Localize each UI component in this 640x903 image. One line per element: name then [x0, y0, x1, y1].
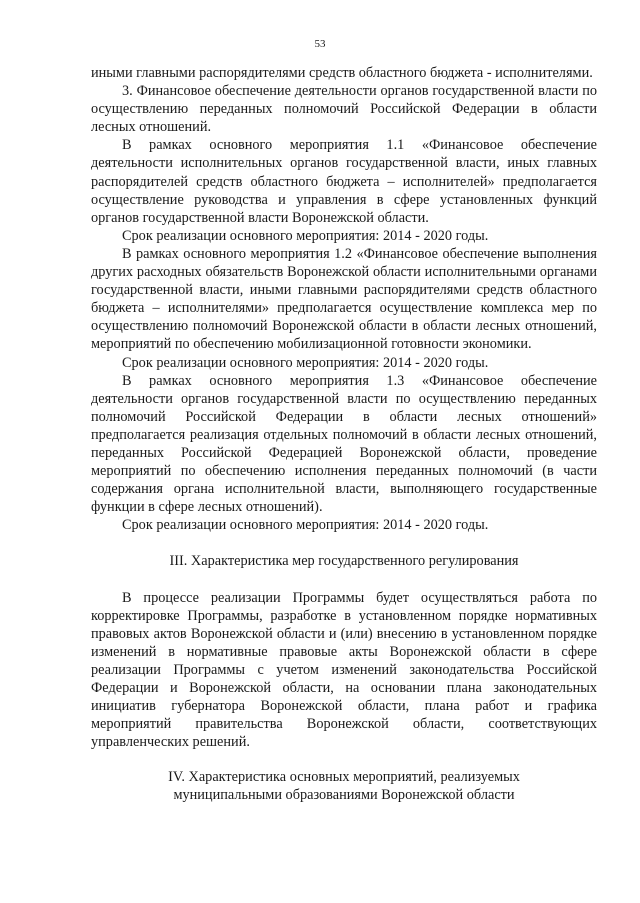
section-3-heading: III. Характеристика мер государственного регулирования [169, 553, 519, 570]
paragraph-item-3: 3. Финансовое обеспечение деятельности органов государственной власти по осуществлению переданных полномочий Российской Федерации в области лесных отношений. [91, 83, 597, 136]
document-body [91, 64, 597, 805]
spacer [91, 534, 597, 552]
section-3-paragraph: В процессе реализации Программы будет осуществляться работа по корректировке Программы, разработке в установленном порядке нормативных правовых актов Воронежской области и (или) внесению в установленном порядке изменений в нормативные правовые акты Воронежской области в сфере реализации Программы с учетом изменений законодательства Российской Федерации и Воронежской области, на основании плана законодательных инициатив губернатора Воронежской области, плана работ и графика мероприятий правительства Воронежской области, соответствующих управленческих решений. [91, 589, 597, 751]
spacer [91, 751, 597, 768]
paragraph-term-1-1: Срок реализации основного мероприятия: 2014 - 2020 годы. [122, 227, 489, 244]
paragraph-measure-1-1: В рамках основного мероприятия 1.1 «Финансовое обеспечение деятельности исполнительных органов государственной власти, иных главных распорядителей средств областного бюджета – исполнителей» предполагается осуществление руководства и управления в сфере установленных функций органов государственной власти Воронежской области. [91, 137, 597, 226]
paragraph-continuation: иными главными распорядителями средств областного бюджета - исполнителями. [91, 65, 593, 81]
paragraph-measure-1-3: В рамках основного мероприятия 1.3 «Финансовое обеспечение деятельности органов государственной власти по осуществлению переданных полномочий Российской Федерации в области лесных отношений» предполагается реализация отдельных полномочий в области лесных отношений, переданных Российской Федерацией Воронежской области, проведение мероприятий по обеспечению исполнения переданных полномочий (в части содержания органа исполнительной власти, выполняющего государственные функции в сфере лесных отношений). [91, 372, 597, 516]
page-number: 53 [314, 38, 326, 50]
spacer [91, 571, 597, 589]
paragraph-term-1-2: Срок реализации основного мероприятия: 2014 - 2020 годы. [122, 354, 489, 371]
paragraph-measure-1-2: В рамках основного мероприятия 1.2 «Финансовое обеспечение выполнения других расходных обязательств Воронежской области исполнительными органами государственной власти, иными главными распорядителями средств областного бюджета – исполнителями» предполагается осуществление комплекса мер по осуществлению полномочий Воронежской области в области лесных отношений, мероприятий по обеспечению мобилизационной готовности экономики. [91, 245, 597, 353]
paragraph-term-1-3: Срок реализации основного мероприятия: 2014 - 2020 годы. [122, 517, 489, 534]
section-4-heading-line-2: муниципальными образованиями Воронежской области [173, 787, 515, 804]
section-4-heading-line-1: IV. Характеристика основных мероприятий, реализуемых [168, 769, 520, 786]
